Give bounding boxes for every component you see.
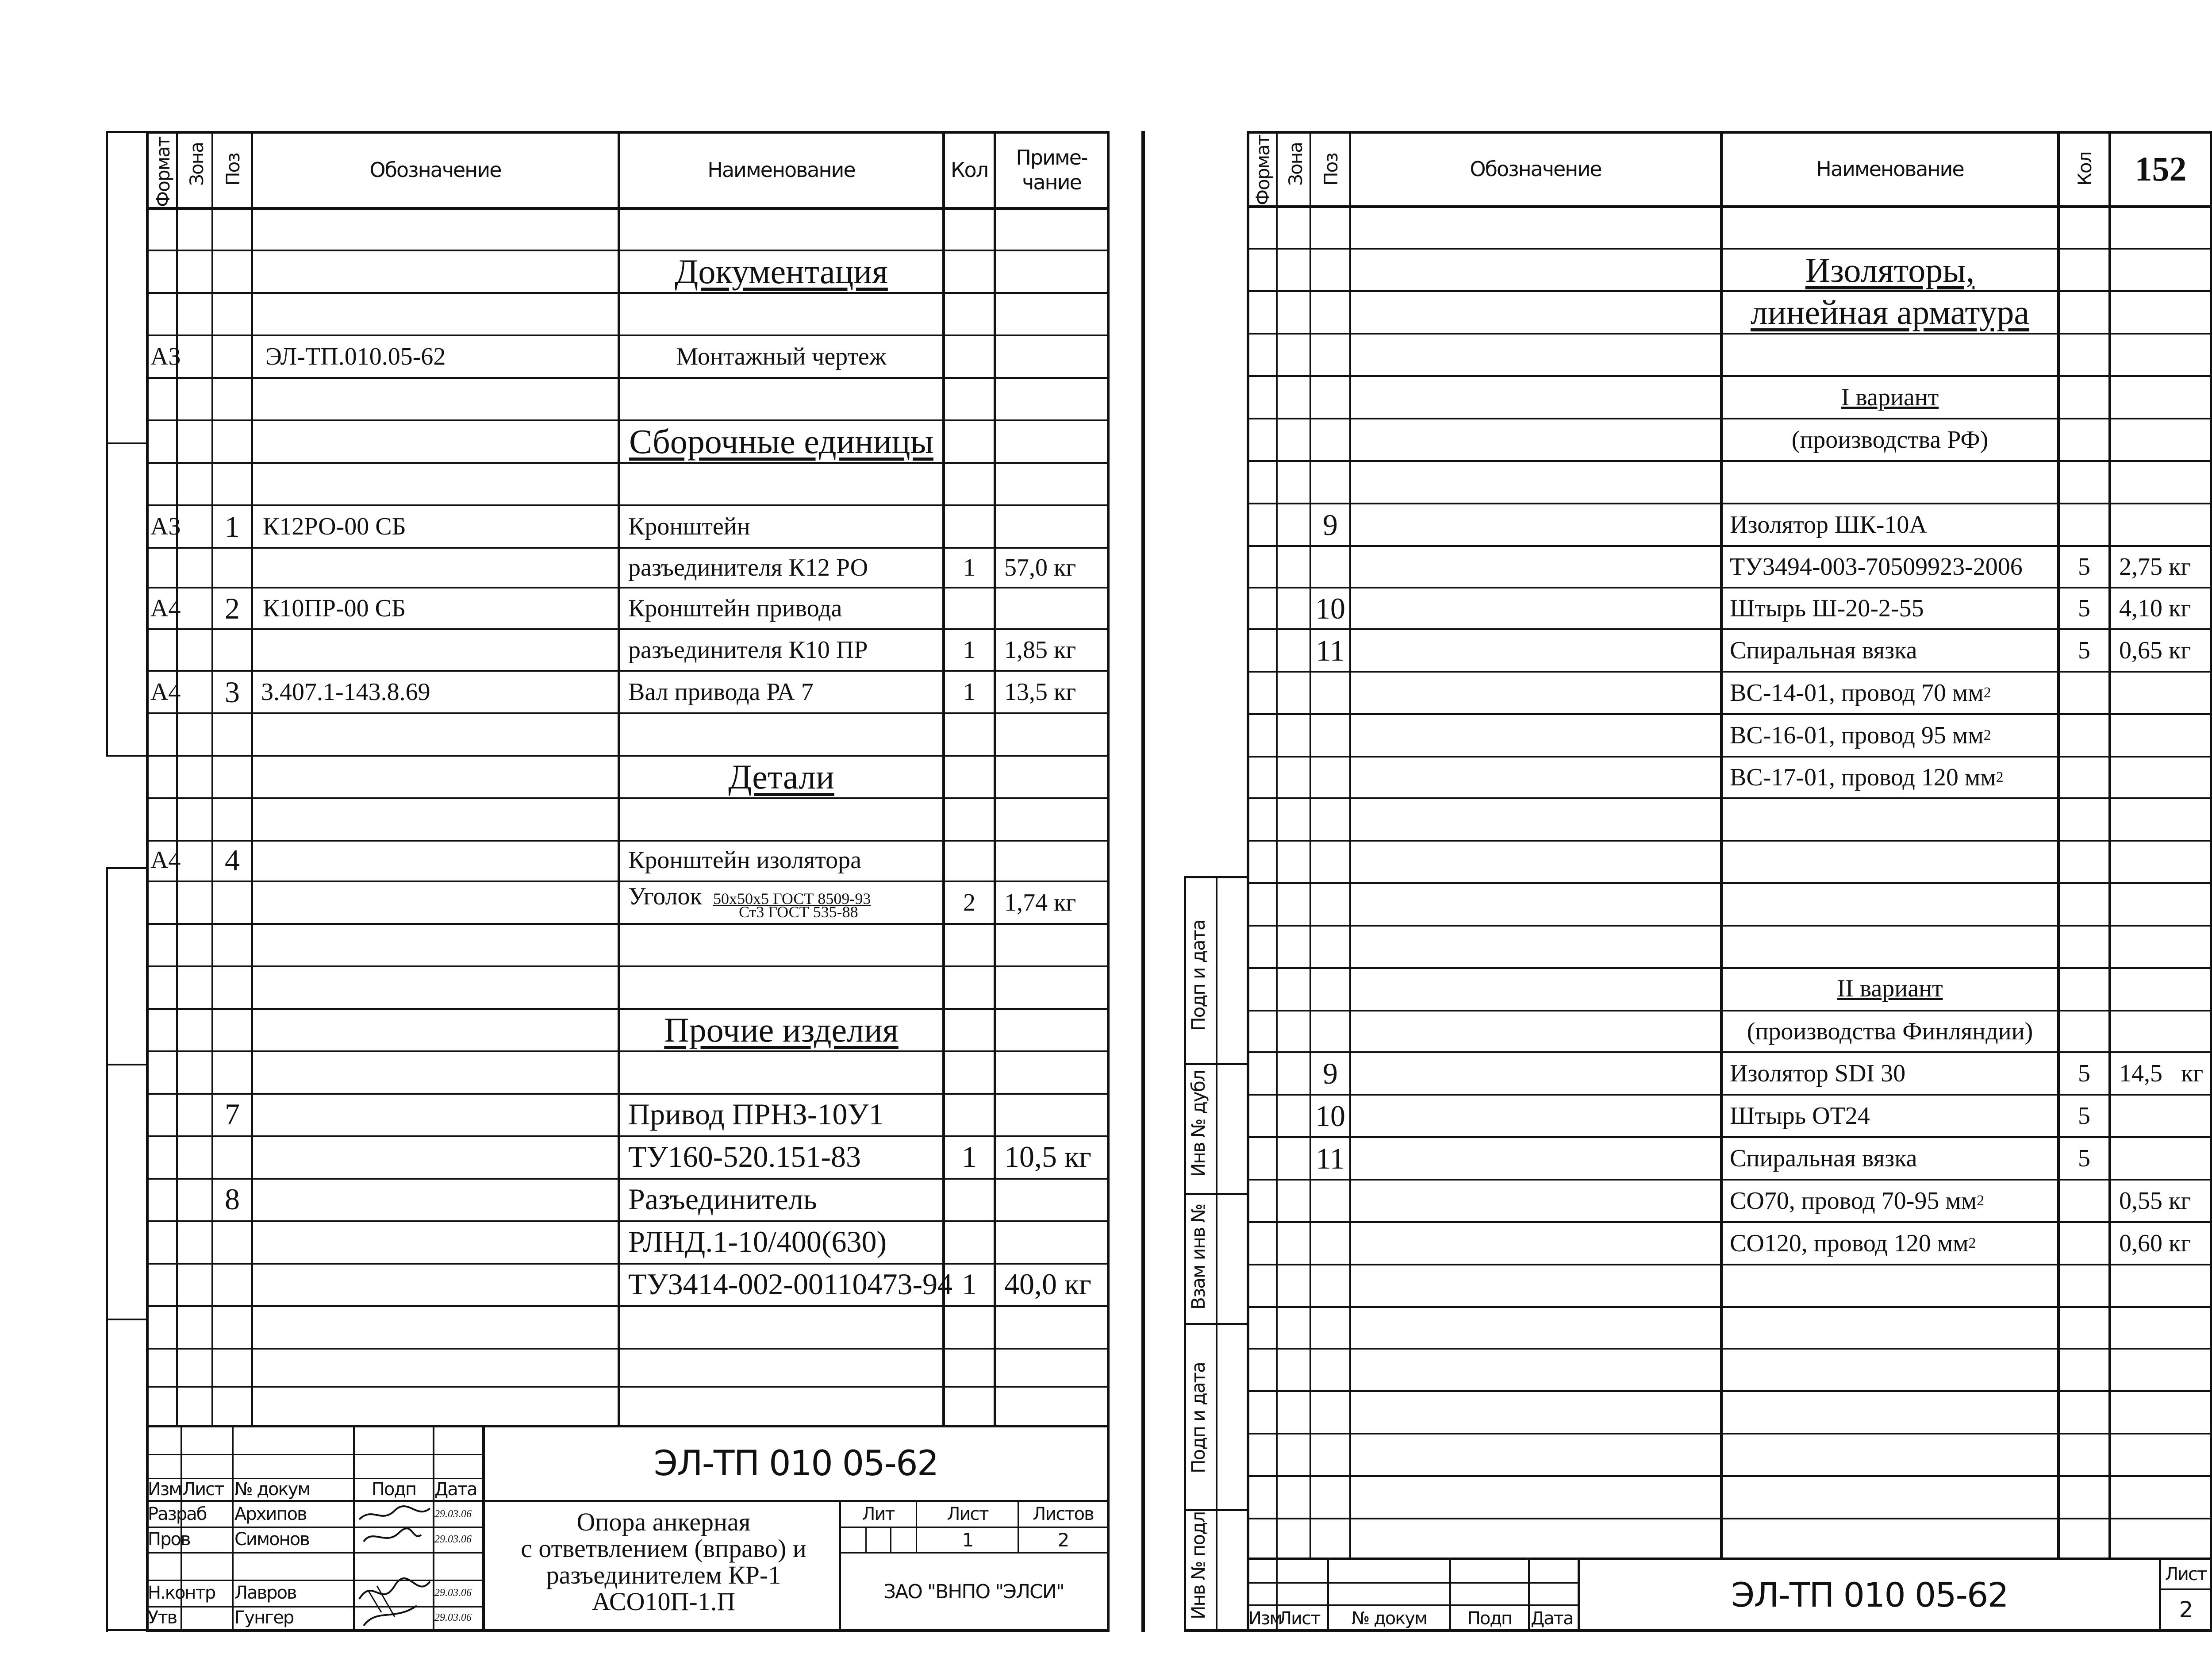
left-title-line-0: Опора анкерная — [576, 1507, 751, 1536]
a9b-qty: 5 — [2078, 553, 2090, 581]
doc-designation: ЭЛ-ТП.010.05-62 — [265, 343, 446, 370]
b9-note: 14,5 кг — [2119, 1060, 2204, 1087]
row4b-note: 1,74 кг — [1004, 889, 1076, 916]
b11-pos: 11 — [1316, 1141, 1345, 1175]
row3-format: А4 — [150, 678, 181, 706]
tb-date-3: 29.03.06 — [434, 1611, 472, 1623]
row7-zone: 7 — [225, 1097, 240, 1131]
row8c-name: ТУ3414-002-00110473-94 — [628, 1267, 953, 1301]
b9-pos: 9 — [1323, 1056, 1338, 1090]
b11-name: Спиральная вязка — [1730, 1145, 1917, 1172]
a11d-name — [1730, 758, 2004, 797]
col-pos-header: Поз — [222, 153, 244, 186]
section-insulators-1: Изоляторы, — [1805, 251, 1975, 289]
tb-col-izm: Изм — [148, 1479, 181, 1500]
a10-name: Штырь Ш-20-2-55 — [1730, 595, 1924, 622]
a11c-sup: 2 — [1983, 727, 1991, 743]
row4b-fraction-bottom: Ст3 ГОСТ 535-88 — [739, 903, 858, 921]
doc-name: Монтажный чертеж — [676, 343, 887, 370]
a11d-text: ВС-17-01, провод 120 мм — [1730, 764, 1996, 791]
tb-sheets-value: 2 — [1057, 1529, 1069, 1551]
row8b-name: РЛНД.1-10/400(630) — [628, 1224, 887, 1258]
tb-sheets-label: Листов — [1033, 1504, 1094, 1524]
row8c-qty: 1 — [962, 1267, 977, 1301]
section-assemblies: Сборочные единицы — [629, 422, 933, 461]
row4b-fraction-top: 50x50x5 ГОСТ 8509-93 — [713, 890, 871, 908]
tb-role-0: Разраб — [148, 1504, 207, 1524]
r-tb-sheet-value: 2 — [2179, 1597, 2193, 1623]
tb-date-1: 29.03.06 — [434, 1533, 472, 1545]
row3-name: Вал привода РА 7 — [628, 678, 814, 706]
left-doc-code: ЭЛ-ТП 010 05-62 — [653, 1444, 938, 1484]
b10-pos: 10 — [1315, 1099, 1345, 1133]
r-tb-sheet-label: Лист — [2165, 1564, 2207, 1584]
side-sign-date-2: Подп и дата — [1187, 1362, 1209, 1473]
row2b-name: разъединителя К10 ПР — [628, 636, 868, 664]
b10-name: Штырь OT24 — [1730, 1102, 1870, 1130]
b11c-name — [1730, 1223, 1976, 1264]
left-title — [491, 1509, 836, 1615]
row1-designation: К12РО-00 СБ — [263, 513, 406, 540]
tb-person-2: Лавров — [234, 1583, 296, 1603]
tb-col-docno: № докум — [234, 1479, 310, 1500]
b11c-sup: 2 — [1968, 1235, 1976, 1251]
a11-note: 0,65 кг — [2119, 637, 2191, 664]
b9-qty: 5 — [2078, 1060, 2090, 1087]
b10-qty: 5 — [2078, 1102, 2090, 1130]
b11-qty: 5 — [2078, 1145, 2090, 1172]
row3-qty: 1 — [963, 678, 975, 706]
tb-person-1: Симонов — [234, 1529, 309, 1550]
section-other: Прочие изделия — [664, 1011, 899, 1049]
row1b-qty: 1 — [963, 554, 975, 581]
row3-note: 13,5 кг — [1004, 678, 1076, 706]
row7b-name: ТУ160-520.151-83 — [628, 1139, 861, 1173]
side-replace-inv: Взам инв № — [1187, 1204, 1209, 1310]
b11b-sup: 2 — [1977, 1192, 1985, 1209]
row8-name: Разъединитель — [628, 1182, 817, 1216]
row4b-qty: 2 — [963, 889, 975, 916]
section-insulators-2: линейная арматура — [1750, 293, 2030, 331]
doc-format: А3 — [150, 343, 181, 370]
side-inv-dup: Инв № дубл — [1187, 1070, 1209, 1177]
tb-lit-label: Лит — [862, 1504, 895, 1524]
tb-col-date: Дата — [434, 1479, 477, 1500]
tb-role-2: Н.контр — [148, 1583, 215, 1603]
variant2-title: II вариант — [1837, 975, 1943, 1002]
b11b-note: 0,55 кг — [2119, 1187, 2191, 1215]
r-col-pos-header: Поз — [1320, 153, 1342, 186]
a11b-text: ВС-14-01, провод 70 мм — [1730, 679, 1984, 707]
row2-designation: К10ПР-00 СБ — [263, 595, 406, 622]
tb-sheet-value: 1 — [962, 1529, 973, 1551]
a10-qty: 5 — [2078, 595, 2090, 622]
b11c-note: 0,60 кг — [2119, 1230, 2191, 1257]
right-doc-code: ЭЛ-ТП 010 05-62 — [1731, 1575, 2008, 1615]
side-sign-date-1: Подп и дата — [1187, 920, 1209, 1031]
row2b-note: 1,85 кг — [1004, 636, 1076, 664]
tb-role-1: Пров — [148, 1529, 190, 1550]
a11b-name — [1730, 673, 1991, 713]
a11-qty: 5 — [2078, 637, 2090, 664]
r-tb-col-sign: Подп — [1467, 1608, 1512, 1629]
row4-format: А4 — [150, 846, 181, 874]
row1b-name: разъединителя К12 РО — [628, 554, 868, 581]
a9-name: Изолятор ШК-10А — [1730, 511, 1927, 538]
row2-name: Кронштейн привода — [628, 595, 842, 622]
row1-pos: 1 — [225, 509, 240, 543]
row8c-note: 40,0 кг — [1004, 1267, 1091, 1301]
a11-pos: 11 — [1316, 633, 1345, 667]
left-title-line-1: с ответвлением (вправо) и — [521, 1534, 806, 1563]
page-number: 152 — [2135, 150, 2187, 188]
a10-pos: 10 — [1315, 591, 1345, 625]
r-col-format-header: Формат — [1252, 135, 1274, 205]
row1-format: А3 — [150, 513, 181, 540]
tb-person-3: Гунгер — [234, 1607, 294, 1628]
a9-pos: 9 — [1323, 508, 1338, 542]
r-tb-col-izm: Изм — [1248, 1608, 1282, 1629]
variant1-title: I вариант — [1841, 384, 1939, 411]
col-format-header: Формат — [152, 137, 174, 207]
row2b-qty: 1 — [963, 636, 975, 664]
section-documentation: Документация — [675, 252, 888, 291]
a11d-sup: 2 — [1996, 769, 2004, 785]
row8-zone: 8 — [225, 1182, 240, 1216]
r-tb-col-docno: № докум — [1351, 1608, 1427, 1629]
col-zone-header: Зона — [186, 142, 207, 186]
signature-strokes — [355, 1502, 433, 1629]
tb-org: ЗАО "ВНПО "ЭЛСИ" — [883, 1580, 1064, 1603]
row1b-note: 57,0 кг — [1004, 554, 1076, 581]
row3-designation: 3.407.1-143.8.69 — [261, 678, 430, 706]
r-tb-col-date: Дата — [1531, 1608, 1573, 1629]
r-col-name-header: Наименование — [1816, 157, 1964, 181]
col-name-header: Наименование — [707, 158, 855, 182]
row4b-name: Уголок — [628, 883, 702, 910]
a10-note: 4,10 кг — [2119, 595, 2191, 622]
tb-date-2: 29.03.06 — [434, 1587, 472, 1599]
row2-pos: 2 — [225, 591, 240, 625]
tb-col-list: Лист — [182, 1479, 224, 1500]
a11b-sup: 2 — [1983, 685, 1991, 701]
a11c-name — [1730, 715, 1991, 756]
r-col-designation-header: Обозначение — [1470, 157, 1601, 181]
tb-sheet-label: Лист — [947, 1504, 988, 1524]
row3-pos: 3 — [225, 675, 240, 709]
col-designation-header: Обозначение — [369, 158, 501, 182]
row2-format: А4 — [150, 595, 181, 622]
left-title-line-3: АСО10П-1.П — [591, 1587, 736, 1616]
b11b-name — [1730, 1181, 1984, 1221]
a11-name: Спиральная вязка — [1730, 637, 1917, 664]
b9-name: Изолятор SDI 30 — [1730, 1060, 1906, 1087]
col-qty-header: Кол — [950, 158, 988, 182]
col-note-header: Приме- чание — [1016, 146, 1087, 194]
side-inv-orig: Инв № подл — [1187, 1511, 1209, 1619]
r-col-qty-header: Кол — [2074, 152, 2096, 186]
row7-name: Привод ПРНЗ-10У1 — [628, 1097, 884, 1131]
b11b-text: CO70, провод 70-95 мм — [1730, 1187, 1977, 1215]
a9b-name: ТУ3494-003-70509923-2006 — [1730, 553, 2023, 581]
left-title-line-2: разъединителем КР-1 — [546, 1561, 781, 1589]
row7b-qty: 1 — [962, 1139, 977, 1173]
tb-person-0: Архипов — [234, 1504, 307, 1524]
a9b-note: 2,75 кг — [2119, 553, 2191, 581]
b11c-text: CO120, провод 120 мм — [1730, 1230, 1969, 1257]
tb-role-3: Утв — [148, 1607, 177, 1628]
row1-name: Кронштейн — [628, 513, 750, 540]
row4-name: Кронштейн изолятора — [628, 846, 862, 874]
section-details: Детали — [728, 758, 834, 796]
tb-date-0: 29.03.06 — [434, 1508, 472, 1520]
row7b-note: 10,5 кг — [1004, 1139, 1091, 1173]
center-divider — [1141, 131, 1145, 1632]
variant1-origin: (производства РФ) — [1791, 426, 1989, 454]
row4-pos: 4 — [225, 843, 240, 877]
r-tb-col-list: Лист — [1279, 1608, 1320, 1629]
variant2-origin: (производства Финляндии) — [1747, 1018, 2033, 1045]
tb-col-sign: Подп — [371, 1479, 416, 1500]
a11c-text: ВС-16-01, провод 95 мм — [1730, 722, 1984, 749]
r-col-zone-header: Зона — [1285, 142, 1306, 186]
